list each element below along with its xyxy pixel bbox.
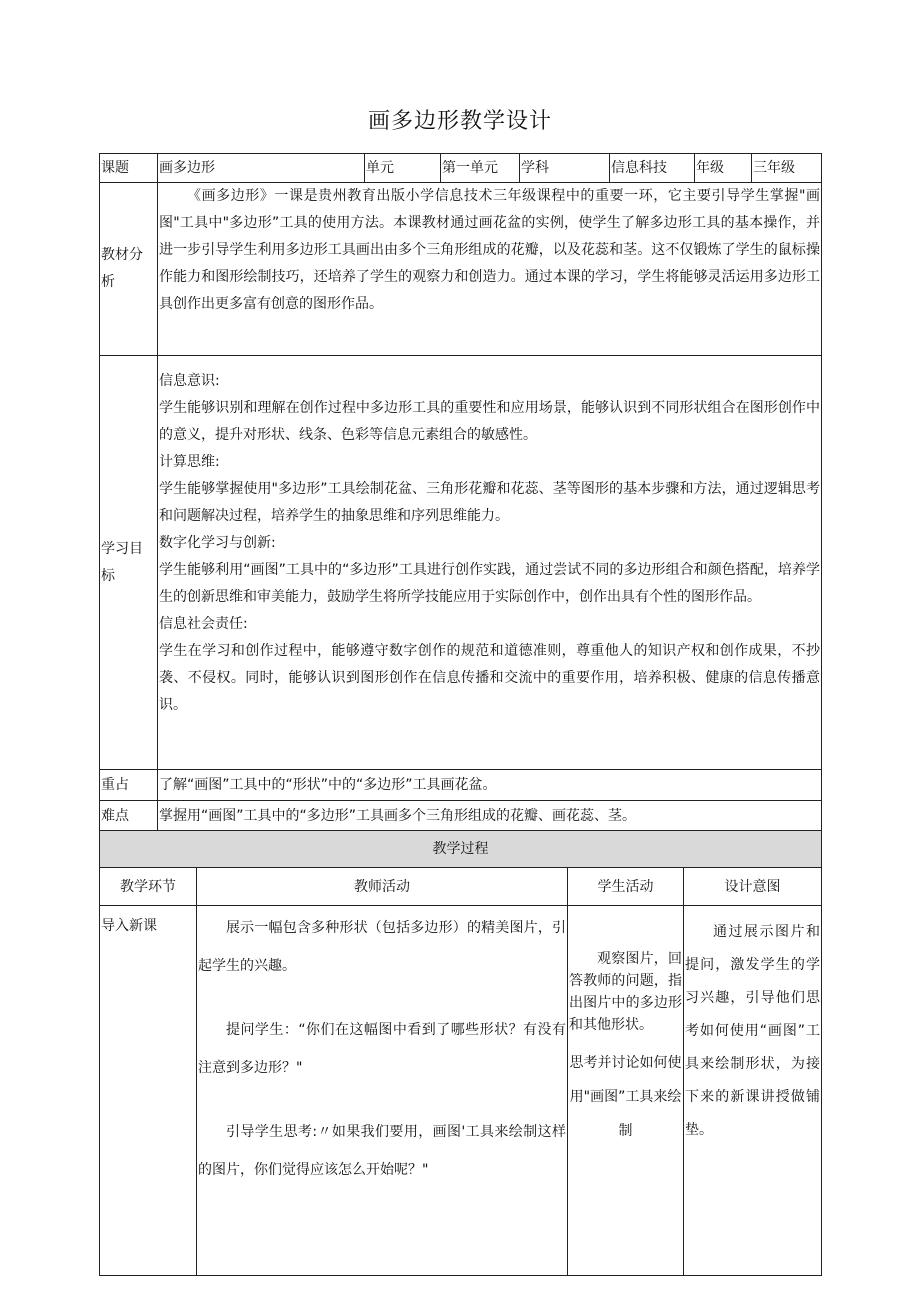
- objective-text: 学生能够识别和理解在创作过程中多边形工具的重要性和应用场景，能够认识到不同形状组合在图形创作中的意义，提升对形状、线条、色彩等信息元素组合的敏感性。: [159, 400, 820, 443]
- analysis-label: 教材分析: [100, 183, 158, 356]
- course-label: 课题: [100, 154, 158, 183]
- grade-label: 年级: [695, 154, 752, 183]
- column-header: 学生活动: [568, 868, 684, 906]
- page-title: 画多边形教学设计: [367, 109, 552, 134]
- teacher-activity-cell: [197, 906, 568, 1276]
- analysis-cell: [158, 183, 822, 356]
- objective-heading: 数字化学习与创新:: [159, 535, 276, 551]
- intent-cell: [684, 906, 822, 1276]
- objective-heading: 信息意识:: [159, 373, 220, 389]
- stage-cell: [100, 906, 197, 1276]
- subject-value: 信息科技: [610, 154, 695, 183]
- difficulty-label: 难点: [100, 801, 158, 832]
- objectives-label: 学习目标: [100, 356, 158, 770]
- objective-text: 学生在学习和创作过程中，能够遵守数字创作的规范和道德准则，尊重他人的知识产权和创作成果，不抄袭、不侵权。同时，能够认识到图形创作在信息传播和交流中的重要作用，培养积极、健康的信息传播意识。: [159, 643, 820, 713]
- column-header: 教学环节: [100, 868, 197, 906]
- column-header: 设计意图: [684, 868, 822, 906]
- teacher-activity: 提问学生：“你们在这幅图中看到了哪些形状？有没有注意到多边形？": [198, 1022, 566, 1076]
- unit-value: 第一单元: [441, 154, 520, 183]
- student-activity: 思考并讨论如何使用"画图”工具来绘制: [569, 1055, 682, 1139]
- process-table: [99, 830, 822, 1276]
- teacher-activity: 展示一幅包含多种形状（包括多边形）的精美图片，引起学生的兴趣。: [198, 920, 566, 974]
- grade-value: 三年级: [752, 154, 822, 183]
- objectives-cell: [158, 356, 822, 770]
- column-header: 教师活动: [197, 868, 568, 906]
- teacher-activity: 引导学生思考:〃如果我们要用，画图'工具来绘制这样的图片，你们觉得应该怎么开始呢？": [198, 1124, 566, 1178]
- student-activity: 观察图片，回答教师的问题，指出图片中的多边形和其他形状。: [569, 951, 682, 1033]
- key-point-label: 重占: [100, 770, 158, 801]
- objective-text: 学生能够利用“画图”工具中的“多边形”工具进行创作实践，通过尝试不同的多边形组合和颜色搭配，培养学生的创新思维和审美能力，鼓励学生将所学技能应用于实际创作中，创作出具有个性的图形作品。: [159, 562, 820, 605]
- stage-label: 导入新课: [101, 918, 157, 934]
- objective-heading: 计算思维:: [159, 454, 220, 470]
- process-title: 教学过程: [100, 831, 822, 868]
- objective-text: 学生能够掌握使用"多边形”工具绘制花盆、三角形花瓣和花蕊、茎等图形的基本步骤和方法，通过逻辑思考和问题解决过程，培养学生的抽象思维和序列思维能力。: [159, 481, 820, 524]
- unit-label: 单元: [365, 154, 441, 183]
- design-intent: 通过展示图片和提问，激发学生的学习兴趣，引导他们思考如何使用“画图”工具来绘制形状，为接下来的新课讲授做铺垫。: [685, 924, 820, 1138]
- subject-label: 学科: [520, 154, 610, 183]
- analysis-text: 《画多边形》一课是贵州教育出版小学信息技术三年级课程中的重要一环，它主要引导学生掌握"画图"工具中"多边形”工具的使用方法。本课教材通过画花盆的实例，使学生了解多边形工具的基本操作，并进一步引导学生利用多边形工具画出由多个三角形组成的花瓣，以及花蕊和茎。这不仅锻炼了学生的鼠标操作能力和图形绘制技巧，还培养了学生的观察力和创造力。通过本课的学习，学生将能够灵活运用多边形工具创作出更多富有创意的图形作品。: [159, 188, 820, 312]
- key-point-text: 了解“画图”工具中的“形状”中的“多边形”工具画花盆。: [158, 770, 822, 801]
- info-table: [99, 153, 822, 832]
- course-value: 画多边形: [158, 154, 365, 183]
- difficulty-text: 掌握用“画图”工具中的“多边形”工具画多个三角形组成的花瓣、画花蕊、茎。: [158, 801, 822, 832]
- student-activity-cell: [568, 906, 684, 1276]
- objective-heading: 信息社会责任:: [159, 616, 248, 632]
